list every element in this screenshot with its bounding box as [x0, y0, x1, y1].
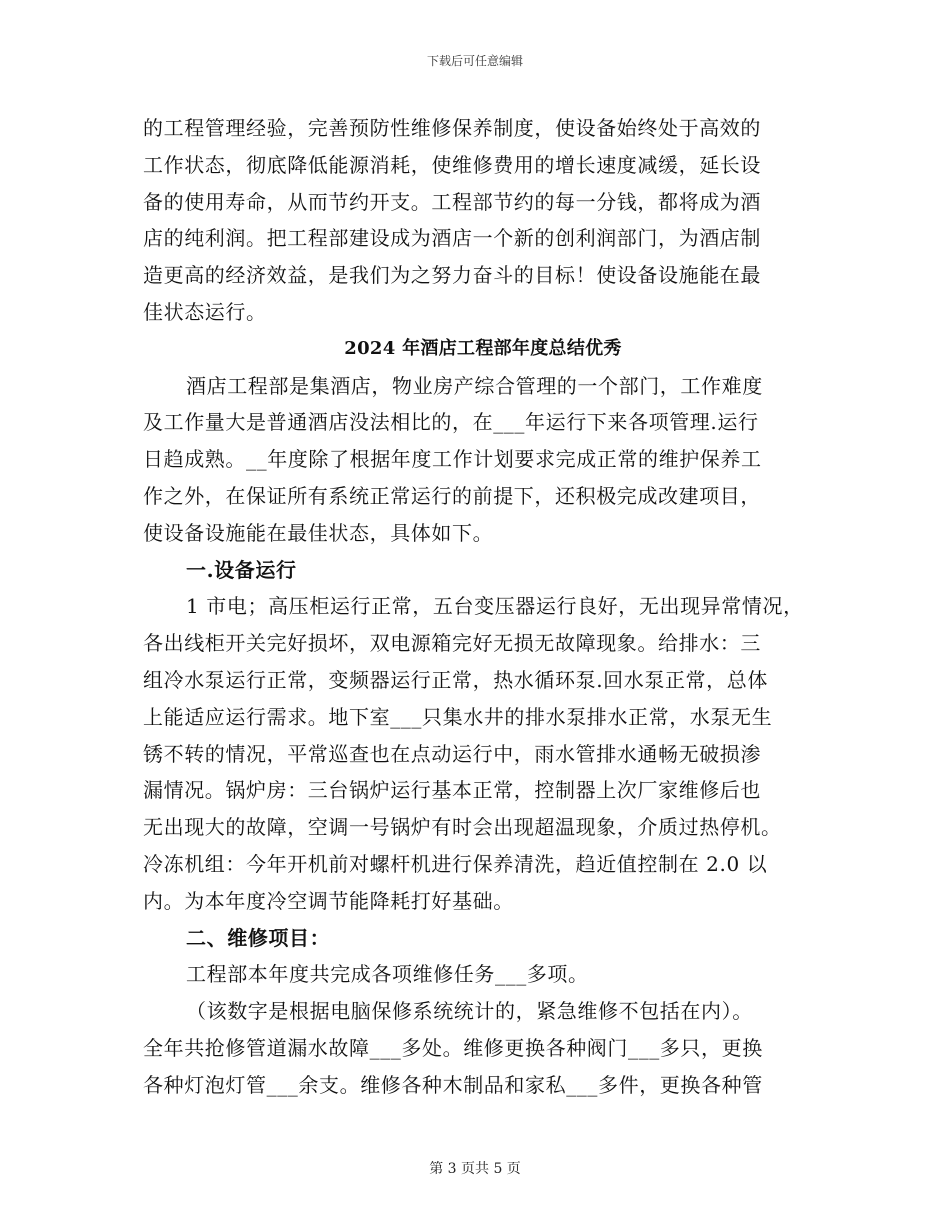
- body-line: 备的使用寿命，从而节约开支。工程部节约的每一分钱，都将成为酒: [143, 189, 761, 214]
- body-line: 造更高的经济效益，是我们为之努力奋斗的目标！使设备设施能在最: [143, 263, 761, 288]
- body-line: 的工程管理经验，完善预防性维修保养制度，使设备始终处于高效的: [143, 116, 761, 140]
- body-line: 佳状态运行。: [143, 299, 267, 324]
- body-line: 使设备设施能在最佳状态，具体如下。: [143, 520, 494, 545]
- body-line: 全年共抢修管道漏水故障___多处。维修更换各种阀门___多只，更换: [143, 1035, 763, 1060]
- section-title: 2024 年酒店工程部年度总结优秀: [344, 337, 622, 359]
- page-footer: 第 3 页共 5 页: [429, 1161, 521, 1177]
- body-line: 工程部本年度共完成各项维修任务___多项。: [186, 962, 589, 987]
- body-line: 锈不转的情况，平常巡查也在点动运行中，雨水管排水通畅无破损渗: [143, 741, 761, 766]
- body-line: 组冷水泵运行正常，变频器运行正常，热水循环泵.回水泵正常，总体: [143, 667, 768, 692]
- body-line: 工作状态，彻底降低能源消耗，使维修费用的增长速度减缓，延长设: [143, 152, 761, 177]
- body-line: 漏情况。锅炉房：三台锅炉运行基本正常，控制器上次厂家维修后也: [143, 778, 761, 803]
- subheading-equipment: 一.设备运行: [186, 557, 297, 582]
- page-header: 下载后可任意编辑: [426, 54, 523, 68]
- body-line: 店的纯利润。把工程部建设成为酒店一个新的创利润部门，为酒店制: [143, 226, 761, 251]
- body-line: 作之外，在保证所有系统正常运行的前提下，还积极完成改建项目，: [143, 483, 761, 508]
- subheading-maintenance: 二、维修项目：: [186, 925, 331, 950]
- body-line: 酒店工程部是集酒店，物业房产综合管理的一个部门，工作难度: [186, 373, 763, 398]
- body-line: 无出现大的故障，空调一号锅炉有时会出现超温现象，介质过热停机。: [143, 815, 782, 840]
- body-line: 内。为本年度冷空调节能降耗打好基础。: [143, 888, 514, 913]
- body-line: 各出线柜开关完好损坏，双电源箱完好无损无故障现象。给排水：三: [143, 631, 761, 656]
- document-body: [143, 110, 823, 1104]
- body-line: 冷冻机组：今年开机前对螺杆机进行保养清洗，趋近值控制在 2.0 以: [143, 851, 768, 876]
- body-line: 1 市电；高压柜运行正常，五台变压器运行良好，无出现异常情况，: [186, 594, 804, 619]
- body-line: （该数字是根据电脑保修系统统计的，紧急维修不包括在内）。: [186, 999, 753, 1024]
- body-line: 上能适应运行需求。地下室___只集水井的排水泵排水正常，水泵无生: [143, 704, 773, 729]
- body-line: 各种灯泡灯管___余支。维修各种木制品和家私___多件，更换各种管: [143, 1072, 763, 1097]
- body-line: 日趋成熟。__年度除了根据年度工作计划要求完成正常的维护保养工: [143, 447, 762, 472]
- body-line: 及工作量大是普通酒店没法相比的，在___年运行下来各项管理.运行: [143, 410, 759, 435]
